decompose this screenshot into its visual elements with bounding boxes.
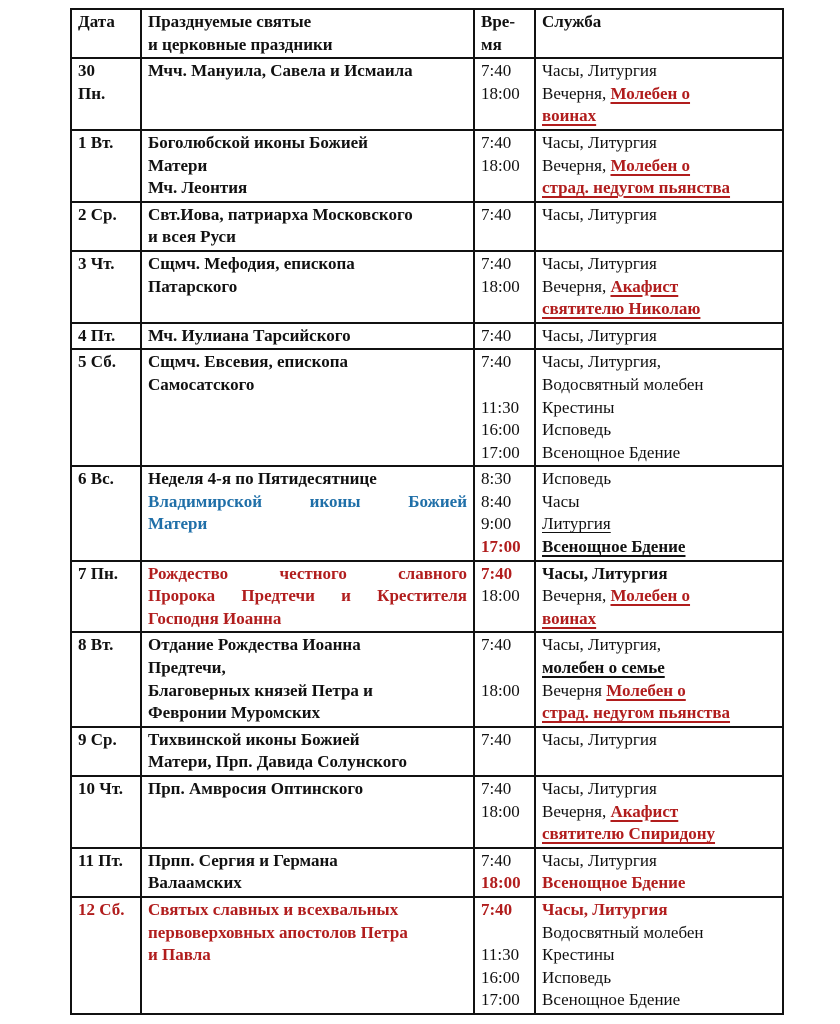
row-services: Часы, Литургия Вечерня, Акафист святителю Николаю [535, 251, 783, 323]
header-feasts: Празднуемые святые и церковные праздники [141, 9, 474, 58]
row-services: Часы, Литургия [535, 202, 783, 251]
row-times: 7:40 [474, 202, 535, 251]
row-date: 9 Ср. [71, 727, 141, 776]
service-schedule-table [70, 8, 784, 1015]
table-row [71, 561, 783, 633]
row-feast: Прпп. Сергия и Германа Валаамских [141, 848, 474, 897]
row-services: Часы, Литургия Вечерня, Акафист святителю Спиридону [535, 776, 783, 848]
schedule-sheet [70, 8, 782, 1015]
row-times: 7:40 [474, 727, 535, 776]
row-feast: Сщмч. Мефодия, епископа Патарского [141, 251, 474, 323]
row-feast: Мчч. Мануила, Савела и Исмаила [141, 58, 474, 130]
row-feast: Святых славных и всехвальных первоверховных апостолов Петра и Павла [141, 897, 474, 1014]
header-date: Дата [71, 9, 141, 58]
table-row [71, 776, 783, 848]
row-services: Исповедь Часы Литургия Всенощное Бдение [535, 466, 783, 560]
row-services: Часы, Литургия Вечерня, Молебен о воинах [535, 58, 783, 130]
row-feast: Отдание Рождества Иоанна Предтечи, Благоверных князей Петра и Февронии Муромских [141, 632, 474, 726]
table-row [71, 632, 783, 726]
table-row [71, 58, 783, 130]
header-time: Вре- мя [474, 9, 535, 58]
row-date: 6 Вс. [71, 466, 141, 560]
row-date: 8 Вт. [71, 632, 141, 726]
table-row [71, 323, 783, 350]
row-date: 5 Сб. [71, 349, 141, 466]
row-date: 10 Чт. [71, 776, 141, 848]
row-times: 8:30 8:40 9:00 17:00 [474, 466, 535, 560]
row-times: 7:40 18:00 [474, 130, 535, 202]
table-row [71, 349, 783, 466]
table-row [71, 727, 783, 776]
row-times: 7:40 11:30 16:00 17:00 [474, 897, 535, 1014]
row-times: 7:40 [474, 323, 535, 350]
row-times: 7:40 18:00 [474, 251, 535, 323]
row-feast: Боголюбской иконы Божией Матери Мч. Леонтия [141, 130, 474, 202]
table-header-row [71, 9, 783, 58]
row-services: Часы, Литургия [535, 323, 783, 350]
table-row [71, 848, 783, 897]
table-row [71, 130, 783, 202]
row-date: 4 Пт. [71, 323, 141, 350]
row-feast: Сщмч. Евсевия, епископа Самосатского [141, 349, 474, 466]
row-date: 1 Вт. [71, 130, 141, 202]
row-date: 30 Пн. [71, 58, 141, 130]
table-row [71, 897, 783, 1014]
row-services: Часы, Литургия Вечерня, Молебен о воинах [535, 561, 783, 633]
row-services: Часы, Литургия Вечерня, Молебен о страд. недугом пьянства [535, 130, 783, 202]
row-feast: Рождество честного славного Пророка Предтечи и Крестителя Господня Иоанна [141, 561, 474, 633]
row-services: Часы, Литургия Всенощное Бдение [535, 848, 783, 897]
row-feast: Свт.Иова, патриарха Московского и всея Руси [141, 202, 474, 251]
table-row [71, 466, 783, 560]
row-times: 7:40 18:00 [474, 848, 535, 897]
row-services: Часы, Литургия Водосвятный молебен Крестины Исповедь Всенощное Бдение [535, 897, 783, 1014]
row-times: 7:40 18:00 [474, 776, 535, 848]
row-feast: Тихвинской иконы Божией Матери, Прп. Давида Солунского [141, 727, 474, 776]
row-feast: Мч. Иулиана Тарсийского [141, 323, 474, 350]
row-times: 7:40 18:00 [474, 58, 535, 130]
row-services: Часы, Литургия, Водосвятный молебен Крестины Исповедь Всенощное Бдение [535, 349, 783, 466]
table-row [71, 251, 783, 323]
row-feast: Прп. Амвросия Оптинского [141, 776, 474, 848]
header-service: Служба [535, 9, 783, 58]
row-services: Часы, Литургия, молебен о семье Вечерня Молебен о страд. недугом пьянства [535, 632, 783, 726]
row-date: 7 Пн. [71, 561, 141, 633]
row-date: 3 Чт. [71, 251, 141, 323]
row-times: 7:40 11:30 16:00 17:00 [474, 349, 535, 466]
row-times: 7:40 18:00 [474, 632, 535, 726]
row-feast: Неделя 4-я по Пятидесятнице Владимирской иконы Божией Матери [141, 466, 474, 560]
row-date: 11 Пт. [71, 848, 141, 897]
row-times: 7:40 18:00 [474, 561, 535, 633]
row-date: 2 Ср. [71, 202, 141, 251]
table-row [71, 202, 783, 251]
row-date: 12 Сб. [71, 897, 141, 1014]
row-services: Часы, Литургия [535, 727, 783, 776]
